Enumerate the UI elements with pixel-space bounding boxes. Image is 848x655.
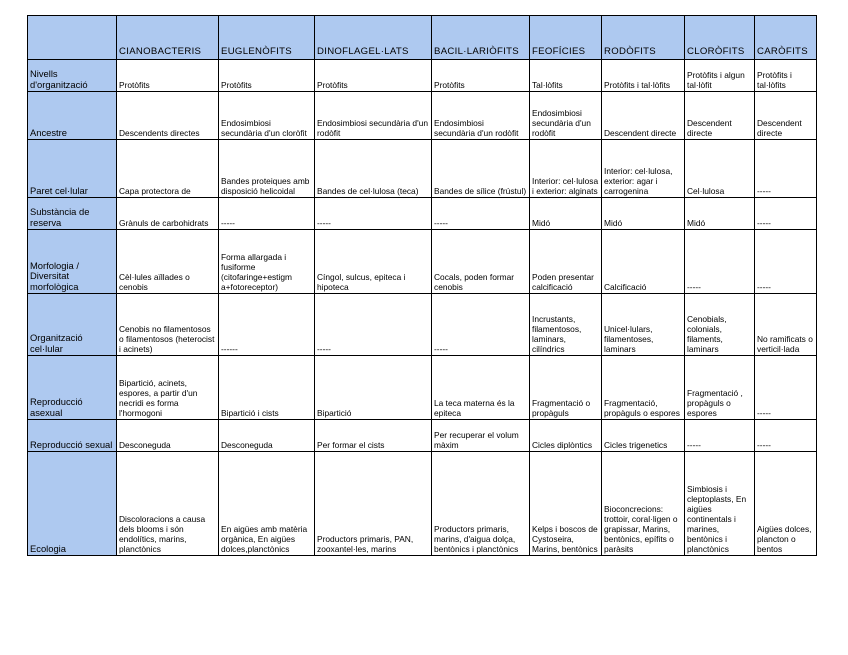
column-header-dinoflagellats[interactable]: DINOFLAGEL·LATS <box>315 16 432 60</box>
table-cell[interactable]: Productors primaris, PAN, zooxantel·les, marins <box>315 452 432 556</box>
table-cell[interactable]: ----- <box>755 420 817 452</box>
column-header-carofits[interactable]: CARÒFITS <box>755 16 817 60</box>
table-cell[interactable]: Endosimbiosi secundària d'un rodòfit <box>315 92 432 140</box>
table-cell[interactable]: En aigües amb matèria orgànica, En aigües dolces,planctònics <box>219 452 315 556</box>
table-cell[interactable]: Protòfits i tal·lòfits <box>755 60 817 92</box>
table-row-ecologia <box>28 452 817 556</box>
table-cell[interactable]: ----- <box>755 356 817 420</box>
table-cell[interactable]: Per formar el cists <box>315 420 432 452</box>
table-cell[interactable]: Descendent directe <box>755 92 817 140</box>
table-cell[interactable]: Productors primaris, marins, d'aigua dolça, bentònics i planctònics <box>432 452 530 556</box>
row-header-reproduccio-sexual: Reproducció sexual <box>28 420 117 452</box>
column-header-euglenofits[interactable]: EUGLENÒFITS <box>219 16 315 60</box>
table-cell[interactable]: Cenobis no filamentosos o filamentosos (heterocist i acinets) <box>117 294 219 356</box>
table-cell[interactable]: Fragmentació, propàguls o espores <box>602 356 685 420</box>
table-cell[interactable]: Poden presentar calcificació <box>530 230 602 294</box>
table-cell[interactable]: Descendent directe <box>685 92 755 140</box>
table-cell[interactable]: Cèl·lules aïllades o cenobis <box>117 230 219 294</box>
table-cell[interactable]: Aigües dolces, plancton o bentos <box>755 452 817 556</box>
table-cell[interactable]: ----- <box>685 420 755 452</box>
table-cell[interactable]: Desconeguda <box>219 420 315 452</box>
table-cell[interactable]: Bandes de cel·lulosa (teca) <box>315 140 432 198</box>
table-cell[interactable]: Cocals, poden formar cenobis <box>432 230 530 294</box>
table-cell[interactable]: Midó <box>685 198 755 230</box>
table-row-reproduccio-asexual <box>28 356 817 420</box>
table-cell[interactable]: Fragmentació , propàguls o espores <box>685 356 755 420</box>
table-cell[interactable]: Cíngol, sulcus, epiteca i hipoteca <box>315 230 432 294</box>
table-cell[interactable]: Descendents directes <box>117 92 219 140</box>
table-cell[interactable]: Cenobials, colonials, filaments, laminars <box>685 294 755 356</box>
row-header-reproduccio-asexual: Reproducció asexual <box>28 356 117 420</box>
table-cell[interactable]: Protòfits <box>315 60 432 92</box>
table-cell[interactable]: Midó <box>530 198 602 230</box>
table-cell[interactable]: Bipartició i cists <box>219 356 315 420</box>
table-row-substancia <box>28 198 817 230</box>
table-cell[interactable]: Bandes de sílice (frústul) <box>432 140 530 198</box>
table-cell[interactable]: ----- <box>755 230 817 294</box>
table-cell[interactable]: ------ <box>219 294 315 356</box>
comparison-table <box>27 15 817 556</box>
table-cell[interactable]: No ramificats o verticil·lada <box>755 294 817 356</box>
table-cell[interactable]: Incrustants, filamentosos, laminars, cilíndrics <box>530 294 602 356</box>
table-cell[interactable]: Descendent directe <box>602 92 685 140</box>
table-cell[interactable]: ----- <box>755 140 817 198</box>
column-header-rodofits[interactable]: RODÒFITS <box>602 16 685 60</box>
corner-cell <box>28 16 117 60</box>
table-cell[interactable]: Midó <box>602 198 685 230</box>
column-header-clorofits[interactable]: CLORÒFITS <box>685 16 755 60</box>
table-cell[interactable]: Interior: cel·lulosa i exterior: alginats <box>530 140 602 198</box>
table-cell[interactable]: Endosimbiosi secundària d'un rodòfit <box>530 92 602 140</box>
table-row-nivells <box>28 60 817 92</box>
table-cell[interactable]: Protòfits i tal·lòfits <box>602 60 685 92</box>
table-cell[interactable]: Fragmentació o propàguls <box>530 356 602 420</box>
table-cell[interactable]: Discoloracions a causa dels blooms i són endolítics, marins, planctònics <box>117 452 219 556</box>
row-header-paret: Paret cel·lular <box>28 140 117 198</box>
row-header-nivells: Nivells d'organització <box>28 60 117 92</box>
table-cell[interactable]: Simbiosis i cleptoplasts, En aigües continentals i marines, bentònics i planctònics <box>685 452 755 556</box>
table-cell[interactable]: Per recuperar el volum màxim <box>432 420 530 452</box>
table-cell[interactable]: ----- <box>315 198 432 230</box>
table-cell[interactable]: La teca materna és la epiteca <box>432 356 530 420</box>
row-header-ecologia: Ecologia <box>28 452 117 556</box>
column-header-bacillariofits[interactable]: BACIL·LARIÒFITS <box>432 16 530 60</box>
table-cell[interactable]: Bioconcrecions: trottoir, coral·ligen o grapissar, Marins, bentònics, epífits o paràsits <box>602 452 685 556</box>
table-row-paret <box>28 140 817 198</box>
table-cell[interactable]: ----- <box>755 198 817 230</box>
table-cell[interactable]: Capa protectora de <box>117 140 219 198</box>
table-cell[interactable]: Protòfits <box>117 60 219 92</box>
table-cell[interactable]: Cicles diplòntics <box>530 420 602 452</box>
table-cell[interactable]: ----- <box>685 230 755 294</box>
table-cell[interactable]: Desconeguda <box>117 420 219 452</box>
row-header-substancia: Substància de reserva <box>28 198 117 230</box>
table-cell[interactable]: ----- <box>432 294 530 356</box>
table-cell[interactable]: Bandes proteiques amb disposició helicoidal <box>219 140 315 198</box>
table-cell[interactable]: Bipartició, acinets, espores, a partir d'un necridi es forma l'hormogoni <box>117 356 219 420</box>
row-header-ancestre: Ancestre <box>28 92 117 140</box>
table-row-organitzacio <box>28 294 817 356</box>
table-cell[interactable]: Endosimbiosi secundària d'un rodòfit <box>432 92 530 140</box>
table-cell[interactable]: Protòfits <box>219 60 315 92</box>
table-cell[interactable]: Cicles trigenetics <box>602 420 685 452</box>
table-cell[interactable]: Grànuls de carbohidrats <box>117 198 219 230</box>
table-cell[interactable]: Protòfits <box>432 60 530 92</box>
table-cell[interactable]: ----- <box>219 198 315 230</box>
table-row-morfologia <box>28 230 817 294</box>
table-cell[interactable]: Endosimbiosi secundària d'un cloròfit <box>219 92 315 140</box>
table-cell[interactable]: Protòfits i algun tal·lòfit <box>685 60 755 92</box>
row-header-morfologia: Morfologia / Diversitat morfològica <box>28 230 117 294</box>
table-cell[interactable]: ----- <box>432 198 530 230</box>
table-row-reproduccio-sexual <box>28 420 817 452</box>
column-header-cianobacteris[interactable]: CIANOBACTERIS <box>117 16 219 60</box>
table-row-ancestre <box>28 92 817 140</box>
table-cell[interactable]: Interior: cel·lulosa, exterior: agar i carrogenina <box>602 140 685 198</box>
table-cell[interactable]: Cel·lulosa <box>685 140 755 198</box>
column-header-feoficies[interactable]: FEOFÍCIES <box>530 16 602 60</box>
header-row <box>28 16 817 60</box>
table-cell[interactable]: ----- <box>315 294 432 356</box>
table-cell[interactable]: Tal·lòfits <box>530 60 602 92</box>
table-cell[interactable]: Unicel·lulars, filamentoses, laminars <box>602 294 685 356</box>
row-header-organitzacio: Organització cel·lular <box>28 294 117 356</box>
table-cell[interactable]: Calcificació <box>602 230 685 294</box>
table-cell[interactable]: Forma allargada i fusiforme (citofaringe+estigm a+fotoreceptor) <box>219 230 315 294</box>
table-cell[interactable]: Kelps i boscos de Cystoseira, Marins, bentònics <box>530 452 602 556</box>
table-cell[interactable]: Bipartició <box>315 356 432 420</box>
